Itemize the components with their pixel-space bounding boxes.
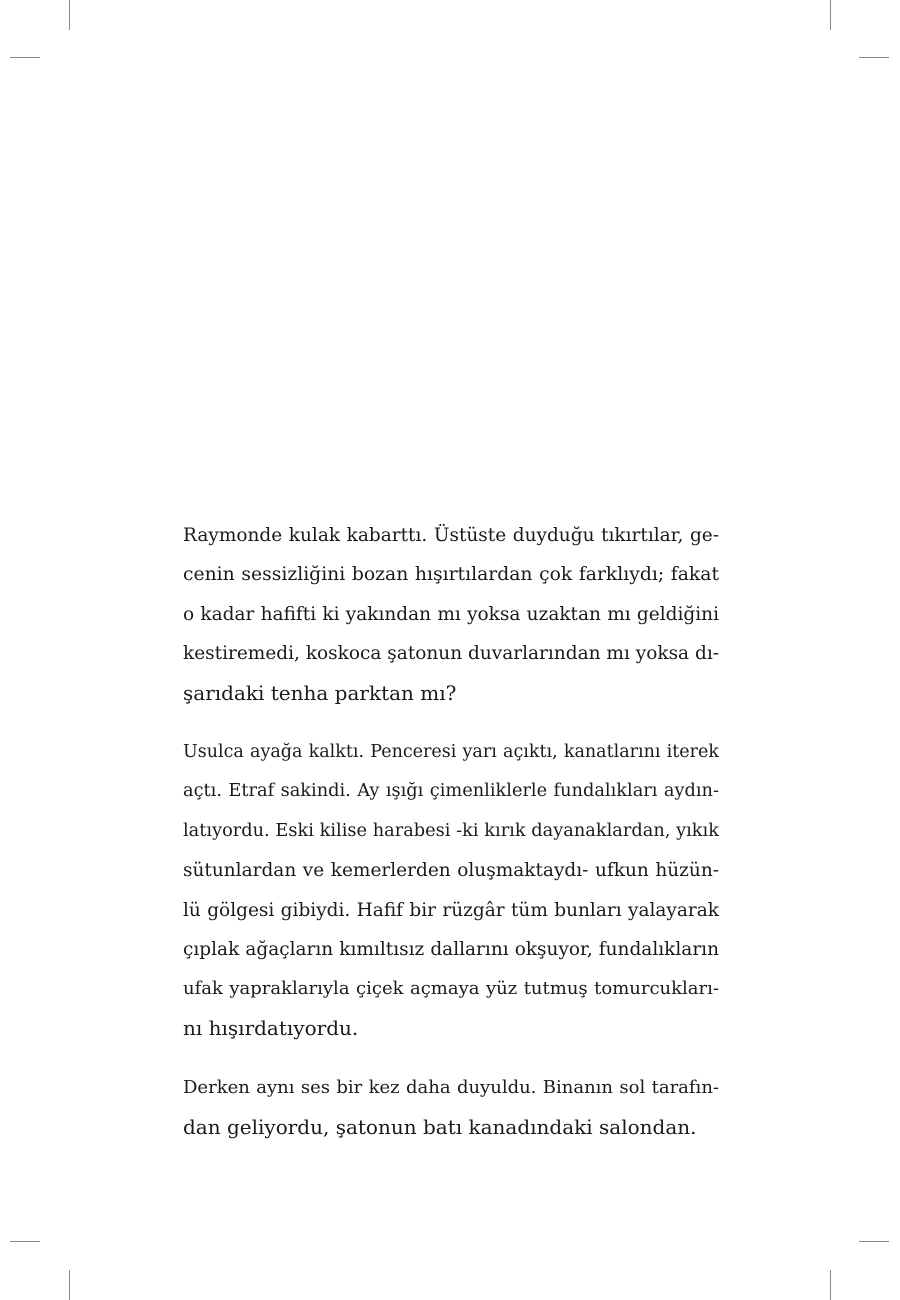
text-line: Derken aynı ses bir kez daha duyuldu. Binanın sol tarafın- — [183, 1077, 719, 1099]
text-line: lü gölgesi gibiydi. Hafif bir rüzgâr tüm bunları yalayarak — [183, 899, 719, 921]
text-line: kestiremedi, koskoca şatonun duvarlarından mı yoksa dı- — [183, 643, 719, 665]
text-line: ufak yapraklarıyla çiçek açmaya yüz tutmuş tomurcukları- — [183, 978, 719, 1000]
paragraph-2 — [183, 733, 719, 1048]
crop-mark-bottom-right-horizontal — [859, 1241, 889, 1242]
text-line: açtı. Etraf sakindi. Ay ışığı çimenliklerle fundalıkları aydın- — [183, 781, 719, 802]
text-line: o kadar hafifti ki yakından mı yoksa uzaktan mı geldiğini — [183, 603, 719, 625]
crop-mark-top-right-vertical — [830, 0, 831, 30]
crop-mark-top-left-horizontal — [10, 57, 40, 58]
crop-mark-top-right-horizontal — [859, 57, 889, 58]
crop-mark-bottom-right-vertical — [830, 1270, 831, 1300]
text-line: sütunlardan ve kemerlerden oluşmaktaydı- ufkun hüzün- — [183, 860, 719, 882]
body-text — [183, 516, 719, 1167]
crop-mark-bottom-left-vertical — [69, 1270, 70, 1300]
paragraph-1 — [183, 516, 719, 713]
text-line: çıplak ağaçların kımıltısız dallarını okşuyor, fundalıkların — [183, 939, 719, 961]
text-line: nı hışırdatıyordu. — [183, 1015, 359, 1040]
text-line: Raymonde kulak kabarttı. Üstüste duyduğu tıkırtılar, ge- — [183, 525, 719, 546]
text-line: Usulca ayağa kalktı. Penceresi yarı açıktı, kanatlarını iterek — [183, 742, 719, 763]
text-line: cenin sessizliğini bozan hışırtılardan çok farklıydı; fakat — [183, 564, 719, 586]
text-line: dan geliyordu, şatonun batı kanadındaki salondan. — [183, 1114, 697, 1139]
text-line: latıyordu. Eski kilise harabesi -ki kırık dayanaklardan, yıkık — [183, 820, 719, 841]
crop-mark-bottom-left-horizontal — [10, 1241, 40, 1242]
crop-mark-top-left-vertical — [69, 0, 70, 30]
paragraph-3 — [183, 1068, 719, 1147]
text-line: şarıdaki tenha parktan mı? — [183, 680, 457, 705]
